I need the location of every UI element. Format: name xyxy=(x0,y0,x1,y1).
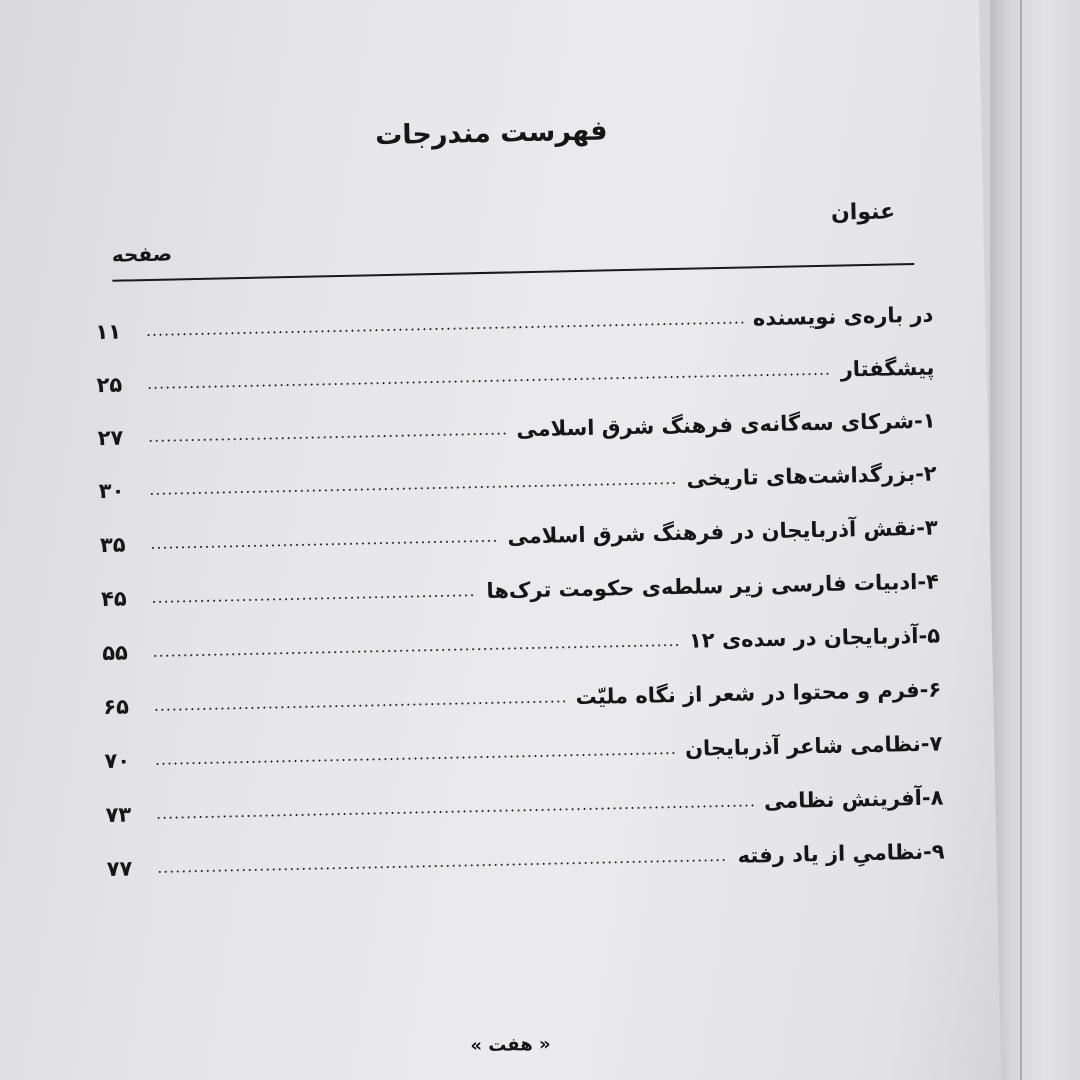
header-rule xyxy=(112,263,914,282)
toc-entry-page: ۷۳ xyxy=(105,802,132,828)
toc-entry-page: ۶۵ xyxy=(103,694,130,720)
toc-entry-page: ۳۰ xyxy=(98,478,125,504)
toc-entry xyxy=(104,721,943,773)
toc-entry-label: ۳-نقش آذربایجان در فرهنگ شرق اسلامی xyxy=(507,515,938,549)
toc-entry-page: ۷۷ xyxy=(106,856,133,881)
toc-entry-page: ۱۱ xyxy=(95,319,122,345)
toc-entry-page: ۵۵ xyxy=(101,640,129,666)
toc-entry xyxy=(97,399,936,451)
column-header-page: صفحه xyxy=(111,241,173,267)
toc-entry xyxy=(103,667,942,719)
toc-leader-dots xyxy=(148,433,507,443)
toc-entry-label: پیشگفتار xyxy=(840,355,935,382)
page-edge-line xyxy=(1020,0,1022,1080)
toc-entry-label: ۸-آفرینش نظامی xyxy=(763,785,944,814)
toc-entry xyxy=(96,346,935,398)
toc-leader-dots xyxy=(151,594,476,603)
toc-entry-label: در باره‌ی نویسنده xyxy=(752,302,934,331)
toc-entry-label: ۵-آذربایجان در سده‌ی ۱۲ xyxy=(688,623,941,653)
toc-leader-dots xyxy=(154,752,675,765)
toc-entry-page: ۷۰ xyxy=(104,748,131,774)
toc-entry xyxy=(105,775,944,827)
toc-entry xyxy=(102,613,941,665)
toc-entry xyxy=(95,293,934,345)
toc-leader-dots xyxy=(153,700,565,711)
toc-entry-page: ۳۵ xyxy=(99,532,126,558)
toc-entry-label: ۷-نظامی شاعر آذربایجان xyxy=(684,731,943,761)
toc-entry xyxy=(101,560,940,612)
toc-entry xyxy=(106,829,945,881)
toc-entry-label: ۲-بزرگداشت‌های تاریخی xyxy=(686,461,937,491)
toc-entry-label: ۶-فرم و محتوا در شعر از نگاه ملیّت xyxy=(575,677,942,710)
page-title: فهرست مندرجات xyxy=(374,115,608,152)
toc-leader-dots xyxy=(152,644,679,657)
toc-leader-dots xyxy=(146,322,744,337)
toc-leader-dots xyxy=(156,804,754,819)
toc-leader-dots xyxy=(147,373,831,389)
toc-leader-dots xyxy=(149,482,677,495)
facing-page-edge xyxy=(990,0,1080,1080)
toc-entry-label: ۹-نظامیِ از یاد رفته xyxy=(737,839,945,868)
page-number-footer: « هفت » xyxy=(470,1033,551,1057)
toc-entry-page: ۲۷ xyxy=(97,425,124,451)
toc-entry xyxy=(99,506,938,558)
toc-leader-dots xyxy=(150,540,498,549)
column-header-title: عنوان xyxy=(830,199,896,226)
toc-entry-label: ۱-شرکای سه‌گانه‌ی فرهنگ شرق اسلامی xyxy=(516,408,936,442)
toc-leader-dots xyxy=(157,859,728,873)
toc-entry xyxy=(98,452,937,504)
toc-entry-page: ۲۵ xyxy=(96,372,123,398)
toc-entry-page: ۴۵ xyxy=(100,586,127,612)
toc-entry-label: ۴-ادبیات فارسی زیر سلطه‌ی حکومت ترک‌ها xyxy=(486,569,940,603)
